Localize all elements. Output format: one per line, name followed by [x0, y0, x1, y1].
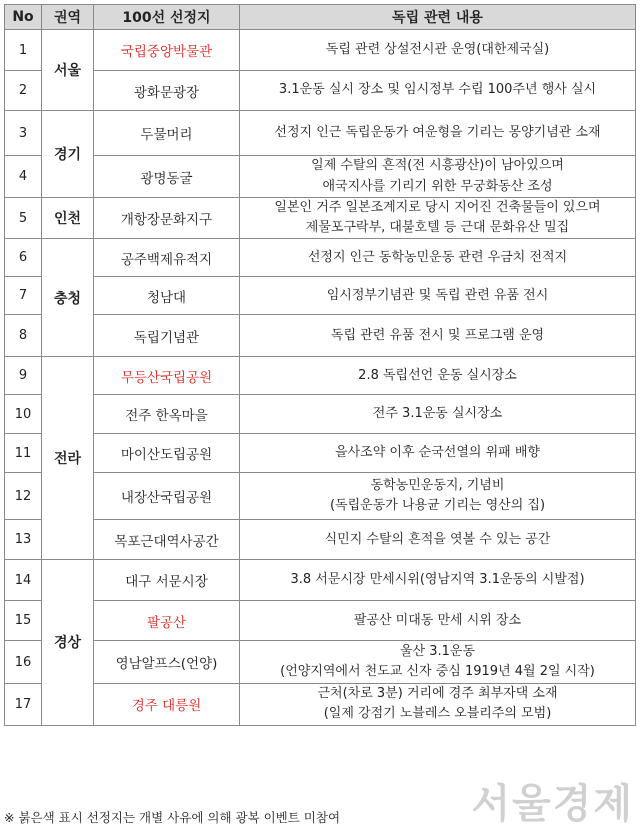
site-name: 국립중앙박물관	[94, 30, 240, 71]
site-name: 독립기념관	[94, 315, 240, 357]
table-row	[5, 560, 636, 601]
row-number: 14	[5, 560, 42, 601]
table-row	[5, 357, 636, 395]
region-label: 서울	[42, 30, 94, 111]
row-number: 3	[5, 111, 42, 156]
description-line: 팔공산 미대동 만세 시위 장소	[353, 612, 522, 628]
description-line: 울산 3.1운동	[399, 644, 476, 660]
description-line: 선정지 인근 동학농민운동 관련 우금치 전적지	[307, 249, 568, 265]
site-name: 전주 한옥마을	[94, 395, 240, 434]
row-number: 5	[5, 198, 42, 239]
site-name: 두물머리	[94, 111, 240, 156]
region-label: 충청	[42, 239, 94, 357]
row-number: 4	[5, 156, 42, 198]
description-line: 애국지사를 기리기 위한 무궁화동산 조성	[322, 178, 553, 194]
table-row	[5, 641, 636, 684]
header-region: 권역	[42, 5, 94, 30]
row-number: 9	[5, 357, 42, 395]
site-name: 내장산국립공원	[94, 473, 240, 520]
description-line: 동학농민운동지, 기념비	[370, 478, 505, 494]
site-name: 마이산도립공원	[94, 434, 240, 473]
table-row	[5, 434, 636, 473]
site-description	[240, 641, 636, 684]
description-line: 독립 관련 유품 전시 및 프로그램 운영	[330, 327, 545, 343]
description-line: (독립운동가 나용균 기리는 영산의 집)	[329, 498, 546, 514]
row-number: 1	[5, 30, 42, 71]
site-name: 목포근대역사공간	[94, 520, 240, 560]
site-name: 영남알프스(언양)	[94, 641, 240, 684]
description-line: 3.1운동 실시 장소 및 임시정부 수립 100주년 행사 실시	[278, 82, 597, 98]
site-description	[240, 684, 636, 725]
description-line: 3.8 서문시장 만세시위(영남지역 3.1운동의 시발점)	[290, 572, 585, 588]
table-row	[5, 156, 636, 198]
site-name: 무등산국립공원	[94, 357, 240, 395]
description-line: 임시정부기념관 및 독립 관련 유품 전시	[326, 287, 549, 303]
table-row	[5, 30, 636, 71]
region-label: 경상	[42, 560, 94, 725]
description-line: 선정지 인근 독립운동가 여운형을 기리는 몽양기념관 소재	[274, 124, 601, 140]
site-name: 청남대	[94, 277, 240, 315]
table-row	[5, 315, 636, 357]
table-body	[5, 30, 636, 726]
row-number: 7	[5, 277, 42, 315]
table-row	[5, 71, 636, 111]
site-description	[240, 357, 636, 395]
description-line: 전주 3.1운동 실시장소	[372, 406, 503, 422]
description-line: 2.8 독립선언 운동 실시장소	[358, 367, 517, 383]
table-row	[5, 239, 636, 277]
table-row	[5, 520, 636, 560]
row-number: 10	[5, 395, 42, 434]
table-header-row	[5, 5, 636, 30]
header-desc: 독립 관련 내용	[240, 5, 636, 30]
watermark-logo: 서울경제	[471, 781, 634, 827]
row-number: 16	[5, 641, 42, 684]
site-description	[240, 315, 636, 357]
site-description	[240, 560, 636, 601]
site-description	[240, 198, 636, 239]
description-line: 독립 관련 상설전시관 운영(대한제국실)	[325, 41, 550, 57]
row-number: 11	[5, 434, 42, 473]
table-row	[5, 111, 636, 156]
site-description	[240, 277, 636, 315]
header-no: No	[5, 5, 42, 30]
site-description	[240, 156, 636, 198]
table-row	[5, 395, 636, 434]
site-description	[240, 239, 636, 277]
table-row	[5, 601, 636, 641]
site-description	[240, 111, 636, 156]
site-name: 광화문광장	[94, 71, 240, 111]
region-label: 인천	[42, 198, 94, 239]
region-label: 전라	[42, 357, 94, 560]
site-description	[240, 30, 636, 71]
description-line: 일본인 거주 일본조계지로 당시 지어진 건축물들이 있으며	[274, 200, 601, 215]
description-line: 일제 수탈의 흔적(전 시흥광산)이 남아있으며	[311, 158, 564, 174]
site-name: 팔공산	[94, 601, 240, 641]
sites-table	[4, 4, 636, 726]
description-line: 근처(차로 3분) 거리에 경주 최부자댁 소재	[317, 686, 558, 702]
row-number: 6	[5, 239, 42, 277]
site-name: 공주백제유적지	[94, 239, 240, 277]
description-line: 식민지 수탈의 흔적을 엿볼 수 있는 공간	[324, 531, 551, 547]
description-line: (언양지역에서 천도교 신자 중심 1919년 4월 2일 시작)	[280, 664, 595, 680]
description-line: (일제 강점기 노블레스 오블리주의 모범)	[323, 706, 552, 722]
row-number: 8	[5, 315, 42, 357]
site-description	[240, 520, 636, 560]
table-row	[5, 684, 636, 725]
header-site: 100선 선정지	[94, 5, 240, 30]
site-description	[240, 71, 636, 111]
description-line: 을사조약 이후 순국선열의 위패 배향	[335, 445, 540, 461]
site-description	[240, 473, 636, 520]
row-number: 13	[5, 520, 42, 560]
region-label: 경기	[42, 111, 94, 198]
table-row	[5, 277, 636, 315]
row-number: 17	[5, 684, 42, 725]
site-description	[240, 601, 636, 641]
site-name: 개항장문화지구	[94, 198, 240, 239]
site-name: 대구 서문시장	[94, 560, 240, 601]
row-number: 15	[5, 601, 42, 641]
site-name: 광명동굴	[94, 156, 240, 198]
table-row	[5, 198, 636, 239]
footnote: ※ 붉은색 표시 선정지는 개별 사유에 의해 광복 이벤트 미참여	[4, 810, 341, 825]
site-description	[240, 434, 636, 473]
site-description	[240, 395, 636, 434]
description-line: 제물포구락부, 대불호텔 등 근대 문화유산 밀집	[305, 220, 570, 236]
row-number: 12	[5, 473, 42, 520]
table-row	[5, 473, 636, 520]
row-number: 2	[5, 71, 42, 111]
site-name: 경주 대릉원	[94, 684, 240, 725]
